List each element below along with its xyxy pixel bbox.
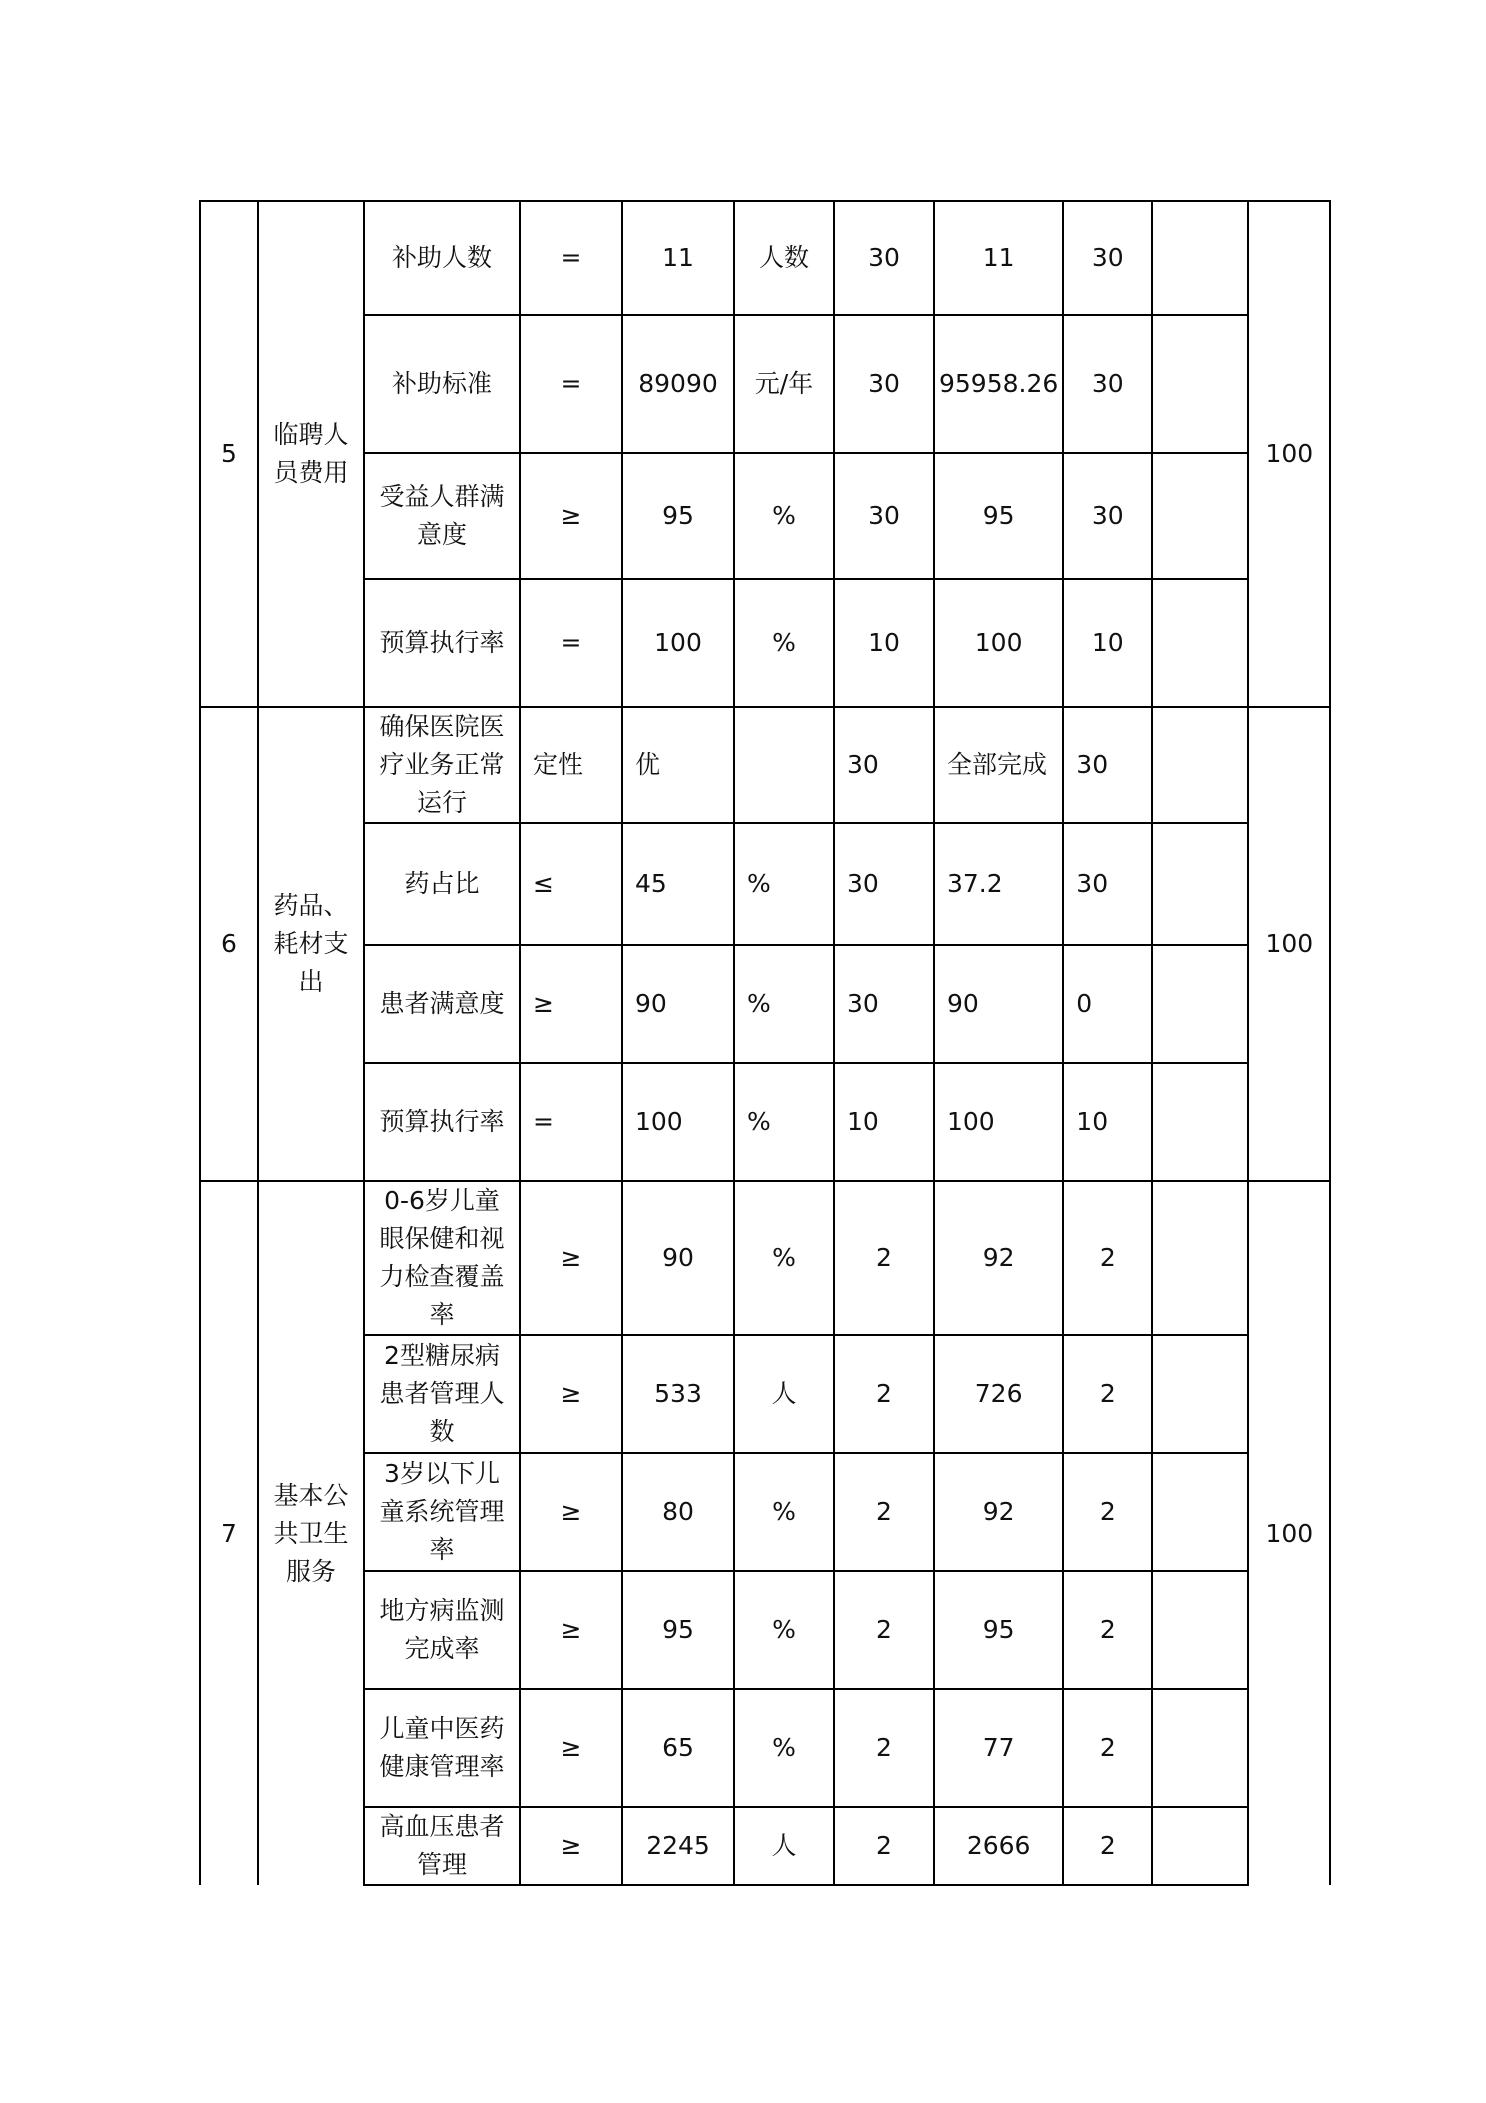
score-cell: 30 [1063,823,1152,945]
note-cell [1152,823,1248,945]
actual-value-cell: 2666 [934,1807,1063,1885]
operator-cell: ≥ [520,1807,622,1885]
project-name-cell: 基本公共卫生服务 [258,1181,364,1885]
score-cell: 30 [1063,453,1152,579]
note-cell [1152,1807,1248,1885]
target-value-cell: 优 [622,707,734,823]
indicator-cell: 药占比 [364,823,520,945]
actual-value-cell: 100 [934,1063,1063,1181]
operator-cell: = [520,579,622,707]
group-number-cell: 7 [200,1181,258,1885]
score-cell: 30 [1063,201,1152,315]
target-value-cell: 95 [622,453,734,579]
unit-cell: 人数 [734,201,834,315]
project-name-cell: 临聘人员费用 [258,201,364,707]
weight-cell: 10 [834,1063,934,1181]
unit-cell: 元/年 [734,315,834,453]
table-row [200,315,1330,453]
weight-cell: 10 [834,579,934,707]
target-value-cell: 100 [622,579,734,707]
actual-value-cell: 95958.26 [934,315,1063,453]
weight-cell: 2 [834,1453,934,1571]
project-name-cell: 药品、耗材支出 [258,707,364,1181]
table-row [200,1063,1330,1181]
weight-cell: 30 [834,315,934,453]
weight-cell: 30 [834,201,934,315]
target-value-cell: 80 [622,1453,734,1571]
note-cell [1152,579,1248,707]
note-cell [1152,945,1248,1063]
target-value-cell: 90 [622,945,734,1063]
unit-cell: % [734,579,834,707]
table-row [200,1453,1330,1571]
table-row [200,579,1330,707]
operator-cell: ≥ [520,453,622,579]
target-value-cell: 95 [622,1571,734,1689]
weight-cell: 2 [834,1807,934,1885]
actual-value-cell: 全部完成 [934,707,1063,823]
table-row [200,1807,1330,1885]
actual-value-cell: 95 [934,453,1063,579]
unit-cell: 人 [734,1807,834,1885]
indicator-cell: 确保医院医疗业务正常运行 [364,707,520,823]
performance-table [199,200,1331,1886]
actual-value-cell: 77 [934,1689,1063,1807]
weight-cell: 2 [834,1335,934,1453]
unit-cell: 人 [734,1335,834,1453]
target-value-cell: 90 [622,1181,734,1335]
weight-cell: 2 [834,1571,934,1689]
table-row [200,945,1330,1063]
unit-cell: % [734,1453,834,1571]
indicator-cell: 受益人群满意度 [364,453,520,579]
table-row [200,1335,1330,1453]
operator-cell: ≥ [520,1335,622,1453]
table-row [200,1689,1330,1807]
operator-cell: ≥ [520,1181,622,1335]
unit-cell: % [734,453,834,579]
indicator-cell: 2型糖尿病患者管理人数 [364,1335,520,1453]
score-cell: 10 [1063,579,1152,707]
score-cell: 10 [1063,1063,1152,1181]
score-cell: 2 [1063,1335,1152,1453]
indicator-cell: 患者满意度 [364,945,520,1063]
target-value-cell: 533 [622,1335,734,1453]
score-cell: 2 [1063,1181,1152,1335]
note-cell [1152,1181,1248,1335]
operator-cell: ≥ [520,1453,622,1571]
note-cell [1152,1335,1248,1453]
unit-cell: % [734,1181,834,1335]
score-cell: 30 [1063,707,1152,823]
table-row [200,1571,1330,1689]
total-score-cell: 100 [1248,201,1330,707]
weight-cell: 30 [834,453,934,579]
target-value-cell: 11 [622,201,734,315]
group-number-cell: 5 [200,201,258,707]
operator-cell: = [520,201,622,315]
indicator-cell: 儿童中医药健康管理率 [364,1689,520,1807]
operator-cell: = [520,1063,622,1181]
weight-cell: 30 [834,707,934,823]
total-score-cell: 100 [1248,707,1330,1181]
operator-cell: ≥ [520,1571,622,1689]
score-cell: 2 [1063,1689,1152,1807]
weight-cell: 30 [834,823,934,945]
weight-cell: 2 [834,1181,934,1335]
actual-value-cell: 95 [934,1571,1063,1689]
unit-cell: % [734,1571,834,1689]
table-row [200,201,1330,315]
score-cell: 2 [1063,1453,1152,1571]
operator-cell: = [520,315,622,453]
note-cell [1152,1453,1248,1571]
note-cell [1152,1063,1248,1181]
note-cell [1152,315,1248,453]
unit-cell: % [734,823,834,945]
table-row [200,453,1330,579]
actual-value-cell: 100 [934,579,1063,707]
group-number-cell: 6 [200,707,258,1181]
note-cell [1152,1571,1248,1689]
indicator-cell: 地方病监测完成率 [364,1571,520,1689]
note-cell [1152,707,1248,823]
target-value-cell: 65 [622,1689,734,1807]
actual-value-cell: 726 [934,1335,1063,1453]
target-value-cell: 45 [622,823,734,945]
indicator-cell: 0-6岁儿童眼保健和视力检查覆盖率 [364,1181,520,1335]
score-cell: 2 [1063,1571,1152,1689]
indicator-cell: 补助标准 [364,315,520,453]
table-row [200,707,1330,823]
note-cell [1152,453,1248,579]
actual-value-cell: 37.2 [934,823,1063,945]
weight-cell: 30 [834,945,934,1063]
indicator-cell: 高血压患者管理 [364,1807,520,1885]
indicator-cell: 3岁以下儿童系统管理率 [364,1453,520,1571]
target-value-cell: 2245 [622,1807,734,1885]
target-value-cell: 100 [622,1063,734,1181]
note-cell [1152,1689,1248,1807]
target-value-cell: 89090 [622,315,734,453]
operator-cell: 定性 [520,707,622,823]
unit-cell: % [734,945,834,1063]
note-cell [1152,201,1248,315]
indicator-cell: 预算执行率 [364,579,520,707]
total-score-cell: 100 [1248,1181,1330,1885]
operator-cell: ≥ [520,1689,622,1807]
table-body [200,201,1330,1885]
operator-cell: ≤ [520,823,622,945]
actual-value-cell: 11 [934,201,1063,315]
indicator-cell: 预算执行率 [364,1063,520,1181]
score-cell: 0 [1063,945,1152,1063]
operator-cell: ≥ [520,945,622,1063]
actual-value-cell: 92 [934,1181,1063,1335]
table-row [200,1181,1330,1335]
score-cell: 30 [1063,315,1152,453]
score-cell: 2 [1063,1807,1152,1885]
unit-cell: % [734,1689,834,1807]
unit-cell [734,707,834,823]
actual-value-cell: 92 [934,1453,1063,1571]
weight-cell: 2 [834,1689,934,1807]
actual-value-cell: 90 [934,945,1063,1063]
indicator-cell: 补助人数 [364,201,520,315]
table-row [200,823,1330,945]
unit-cell: % [734,1063,834,1181]
